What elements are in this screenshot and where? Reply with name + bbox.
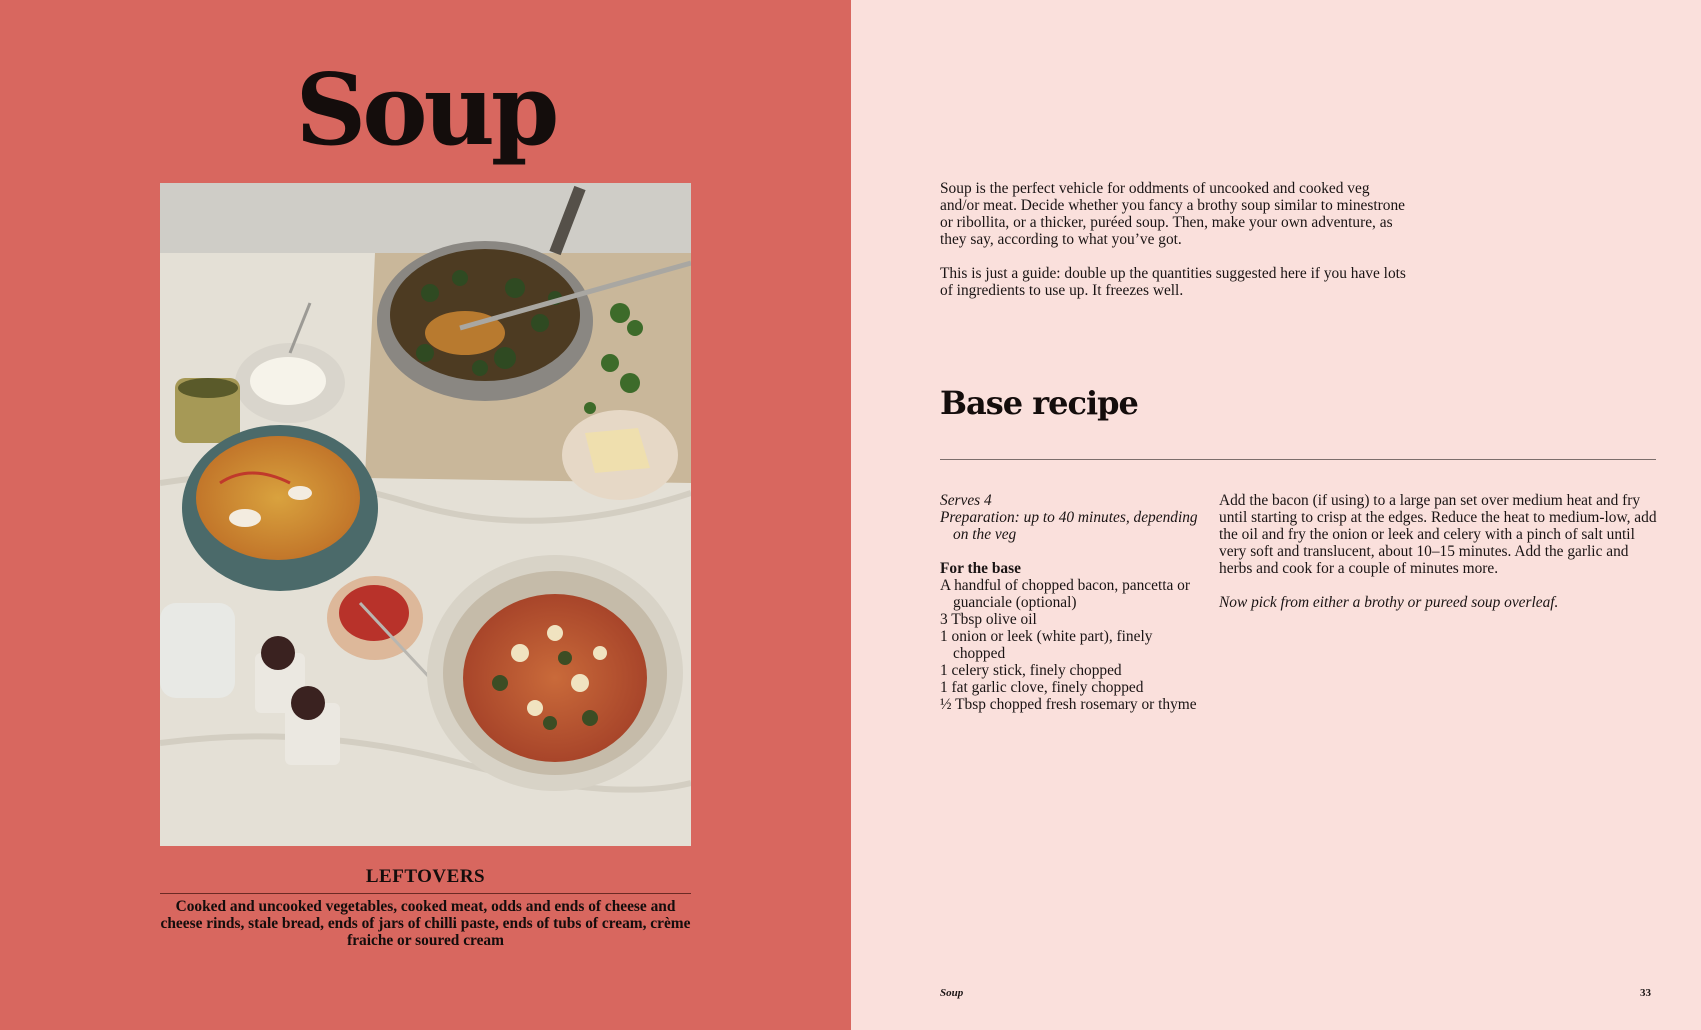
- leftovers-divider: [160, 893, 691, 894]
- section-title: Base recipe: [940, 384, 1138, 422]
- ingredient-item: A handful of chopped bacon, pancetta or guanciale (optional): [940, 577, 1191, 611]
- ingredient-list: [940, 577, 1200, 713]
- section-divider: [940, 459, 1656, 460]
- footer-chapter-label: Soup: [940, 987, 964, 999]
- soup-photo: [160, 183, 691, 846]
- overleaf-note: Now pick from either a brothy or pureed soup overleaf.: [1219, 594, 1559, 611]
- intro-paragraph: This is just a guide: double up the quantities suggested here if you have lots of ingredients to use up. It freezes well.: [940, 265, 1406, 299]
- ingredient-item: 1 fat garlic clove, finely chopped: [940, 679, 1144, 696]
- intro-text: [940, 180, 1410, 316]
- serves-text: Serves 4: [940, 492, 992, 509]
- leftovers-heading: LEFTOVERS: [365, 866, 486, 887]
- ingredient-item: ½ Tbsp chopped fresh rosemary or thyme: [940, 696, 1197, 713]
- page-number: 33: [1640, 987, 1651, 999]
- ingredient-item: 1 onion or leek (white part), finely chopped: [940, 628, 1153, 662]
- ingredient-item: 3 Tbsp olive oil: [940, 611, 1037, 628]
- preparation-text: Preparation: up to 40 minutes, depending on the veg: [940, 509, 1198, 543]
- recipe-details: [940, 492, 1200, 713]
- intro-paragraph: Soup is the perfect vehicle for oddments of uncooked and cooked veg and/or meat. Decide whether you fancy a brothy soup similar to minestrone or ribollita, or a thicker, puréed soup. Then, make your own adventure, as they say, according to what you’ve got.: [940, 180, 1406, 248]
- leftovers-text: Cooked and uncooked vegetables, cooked meat, odds and ends of cheese and cheese rinds, stale bread, ends of jars of chilli paste, ends of tubs of cream, crème fraiche or soured cream: [160, 898, 691, 949]
- method-column: [1219, 492, 1659, 628]
- ingredient-item: 1 celery stick, finely chopped: [940, 662, 1122, 679]
- method-text: Add the bacon (if using) to a large pan set over medium heat and fry until starting to crisp at the edges. Reduce the heat to medium-low, add the oil and fry the onion or leek and celery with a pinch of salt until very soft and translucent, about 10–15 minutes. Add the garlic and herbs and cook for a couple of minutes more.: [1219, 492, 1657, 577]
- base-heading: For the base: [940, 560, 1021, 577]
- page-title: Soup: [295, 53, 556, 168]
